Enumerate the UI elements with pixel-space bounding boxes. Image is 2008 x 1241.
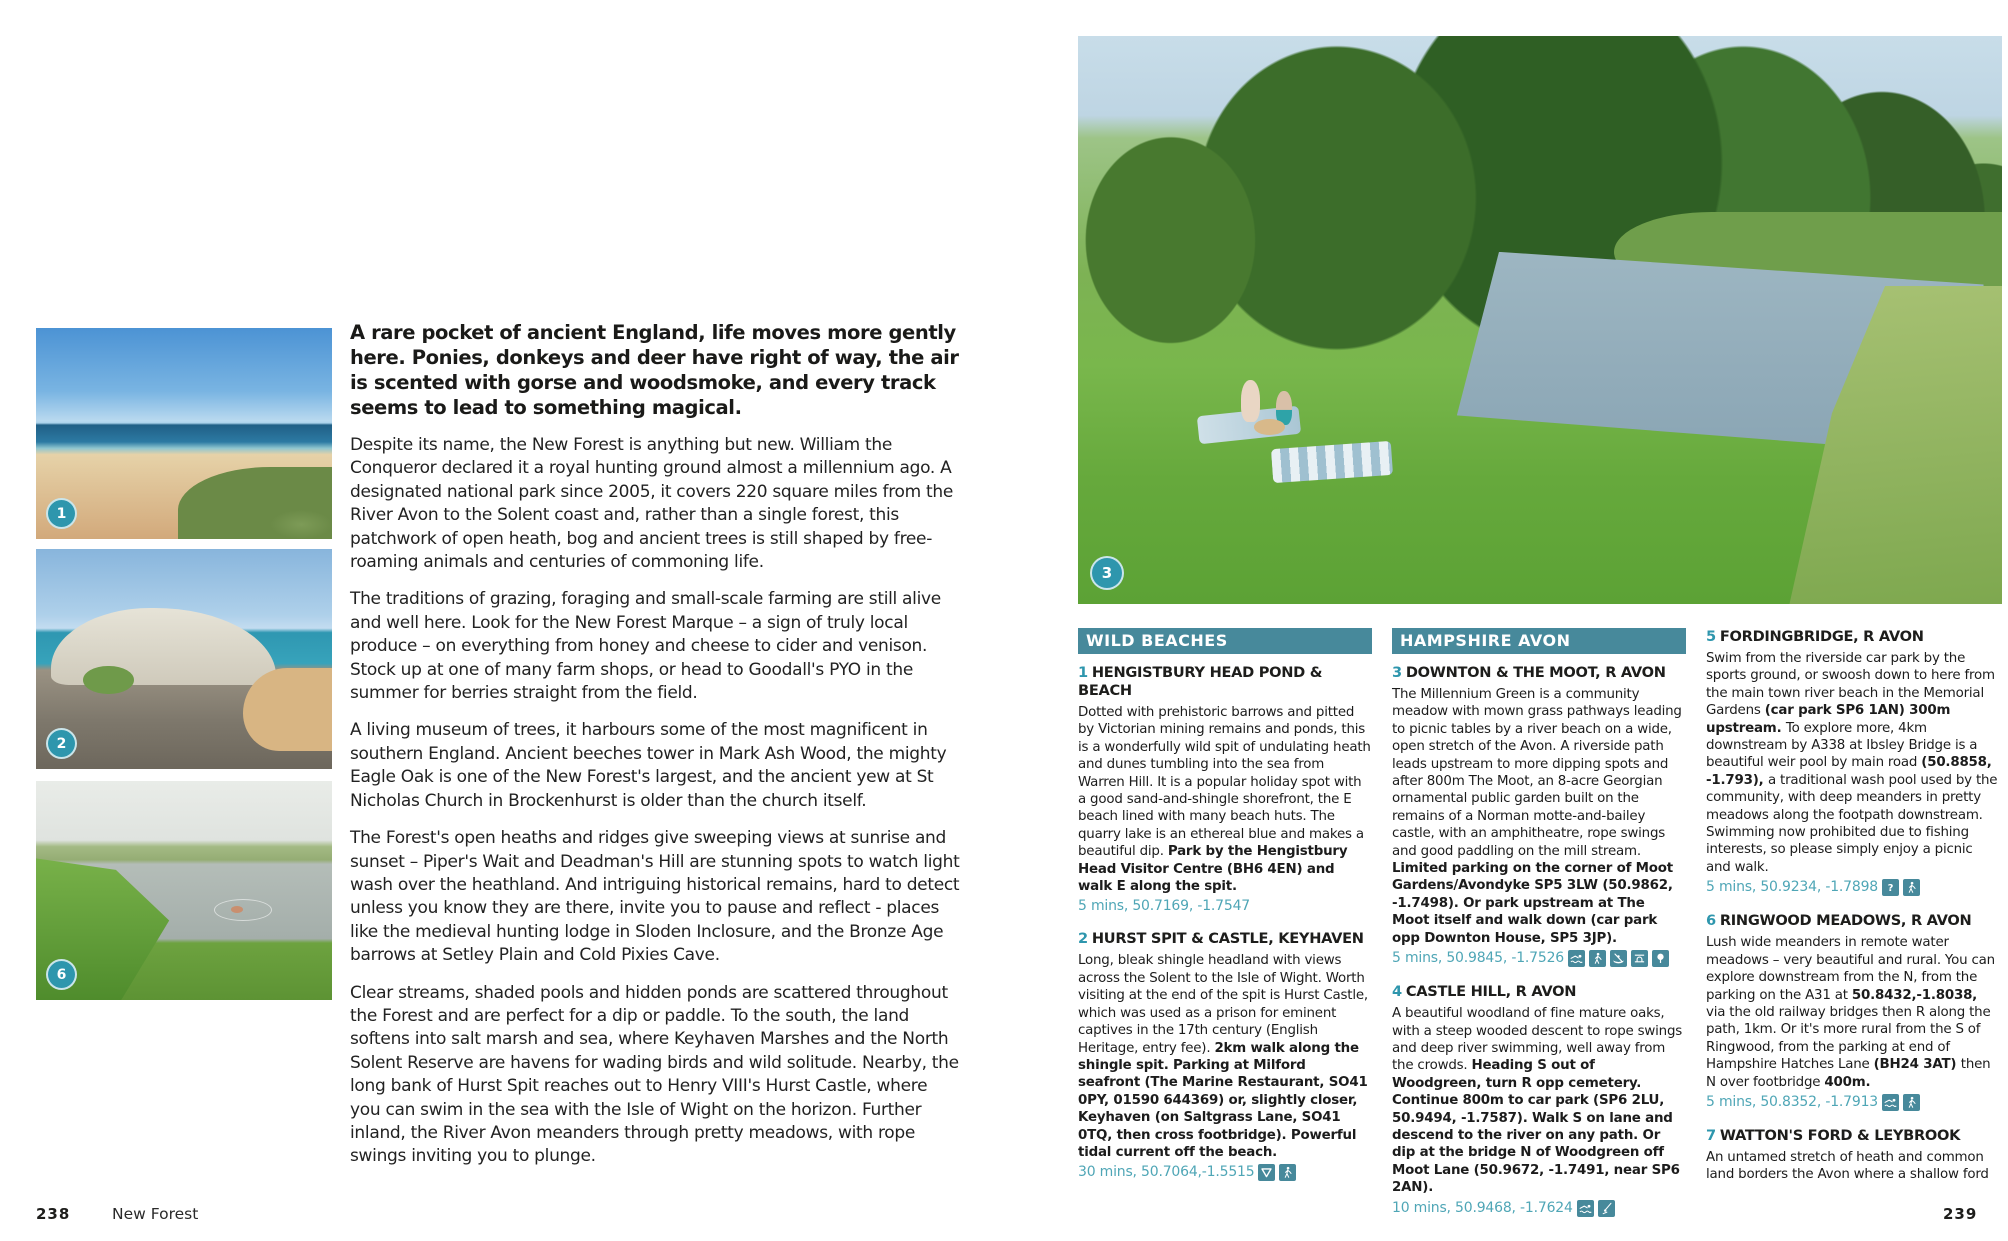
entry-body: Long, bleak shingle headland with views across the Solent to the Isle of Wight. Worth visiting at the end of the spit is Hurst Castle, which was used as a prison for eminent captives in the 17th century (English Heritage, entry fee). 2km walk along the shingle spit. Parking at Milford seafront (The Marine Restaurant, SO41 0PY, 01590 644369) or, slightly closer, Keyhaven (on Saltgrass Lane, SO41 0TQ, then cross footbridge). Powerful tidal current off the beach.	[1078, 953, 1368, 1160]
swimmer	[231, 906, 243, 913]
beach-sand	[243, 668, 332, 752]
entry-stats-text: 10 mins, 50.9468, -1.7624	[1392, 1199, 1573, 1216]
entry-stats	[1078, 898, 1372, 914]
entry-icons	[1878, 1094, 1920, 1110]
listing-entry	[1706, 912, 2000, 1111]
entry-body: An untamed stretch of heath and common land borders the Avon where a shallow ford	[1706, 1149, 1989, 1183]
photo-number-badge: 2	[46, 728, 77, 759]
person	[1241, 380, 1260, 423]
entry-title: FORDINGBRIDGE, R AVON	[1719, 628, 1924, 645]
walk-icon	[1279, 1164, 1296, 1181]
entry-number: 6	[1706, 912, 1716, 930]
intro-paragraph: The Forest's open heaths and ridges give sweeping views at sunrise and sunset – Piper's Wait and Deadman's Hill are stunning spots to watch light wash over the heathland. And intriguing historical remains, hard to detect unless you know they are there, invite you to pause and reflect - places like the medieval hunting lodge in Sloden Inclosure, and the Bronze Age barrows at Setley Plain and Cold Pixies Cave.	[350, 828, 960, 966]
hampshire-avon-column	[1392, 628, 1686, 1233]
swim-icon	[1568, 950, 1585, 967]
intro-paragraph: A living museum of trees, it harbours some of the most magnificent in southern England. Ancient beeches tower in Mark Ash Wood, the mighty Eagle Oak is one of the New Forest's largest, and the ancient yew at St Nicholas Church in Brockenhurst is older than the church itself.	[350, 720, 947, 811]
chapter-title: New Forest	[112, 1205, 199, 1223]
listing-entry	[1706, 1127, 2000, 1184]
section-header-hampshire-avon: HAMPSHIRE AVON	[1392, 628, 1686, 654]
listing-entry	[1706, 628, 2000, 896]
grass-tuft	[83, 666, 133, 695]
entry-icons	[1573, 1200, 1615, 1216]
intro-text-column	[350, 320, 962, 1183]
section-header-wild-beaches: WILD BEACHES	[1078, 628, 1372, 654]
entry-body: The Millennium Green is a community meadow with mown grass pathways leading to picnic tables by a river beach on a wide, open stretch of the Avon. A riverside path leads upstream to more dipping spots and after 800m The Moot, an 8-acre Georgian ornamental public garden built on the remains of a Norman motte-and-bailey castle, with an amphitheatre, rope swings and good paddling on the mill stream. Limited parking on the corner of Moot Gardens/Avondyke SP5 3LW (50.9862, -1.7498). Or park upstream at The Moot itself and walk down (car park opp Downton House, SP5 3JP).	[1392, 687, 1682, 946]
intro-paragraph: Clear streams, shaded pools and hidden ponds are scattered throughout the Forest and are perfect for a dip or paddle. To the south, the land softens into salt marsh and sea, where Keyhaven Marshes and the North Solent Reserve are havens for wading birds and wild solitude. Nearby, the long bank of Hurst Spit reaches out to Henry VIII's Hurst Castle, where you can swim in the sea with the Isle of Wight on the horizon. Further inland, the River Avon meanders through pretty meadows, with rope swings inviting you to plunge.	[350, 982, 959, 1167]
swim-icon	[1882, 1094, 1899, 1111]
photo-number-badge: 1	[46, 498, 77, 529]
photo-river-swimmer	[36, 781, 332, 1000]
lead-paragraph: A rare pocket of ancient England, life moves more gently here. Ponies, donkeys and deer have right of way, the air is scented with gorse and woodsmoke, and every track seems to lead to something magical.	[350, 321, 959, 419]
entry-body: Lush wide meanders in remote water meadows – very beautiful and rural. You can explore downstream from the N, from the parking on the A31 at 50.8432,-1.8038, via the old railway bridges then R along the path, 1km. Or it's more rural from the S of Ringwood, from the parking at end of Hampshire Hatches Lane (BH24 3AT) then N over footbridge 400m.	[1706, 935, 1995, 1090]
page-number: 239	[1943, 1205, 1978, 1223]
walk-icon	[1903, 1094, 1920, 1111]
rope-swing-icon	[1598, 1200, 1615, 1217]
question-icon	[1882, 879, 1899, 896]
entry-number: 4	[1392, 983, 1402, 1001]
wild-beaches-column	[1078, 628, 1372, 1197]
entry-number: 5	[1706, 628, 1716, 645]
entry-stats-text: 5 mins, 50.9845, -1.7526	[1392, 950, 1564, 967]
entry-stats-text: 5 mins, 50.9234, -1.7898	[1706, 879, 1878, 896]
entry-body: Dotted with prehistoric barrows and pitted by Victorian mining remains and ponds, this is a wonderfully wild spit of undulating heath and dunes tumbling into the sea from Warren Hill. It is a popular holiday spot with a good sand-and-shingle shorefront, the E beach lined with many beach huts. The quarry lake is an ethereal blue and makes a beautiful dip. Park by the Hengistbury Head Visitor Centre (BH6 4EN) and walk E along the spit.	[1078, 705, 1371, 895]
listing-entry	[1078, 664, 1372, 914]
intro-paragraph: Despite its name, the New Forest is anything but new. William the Conqueror declared it a royal hunting ground almost a millennium ago. A designated national park since 2005, it covers 220 square miles from the River Avon to the Solent coast and, rather than a single forest, this patchwork of open heath, bog and ancient trees is still shaped by free-roaming animals and centuries of commoning life.	[350, 435, 953, 573]
entry-stats	[1392, 1200, 1686, 1217]
photo-hurst-castle	[36, 549, 332, 769]
entry-title: HURST SPIT & CASTLE, KEYHAVEN	[1091, 930, 1364, 948]
dune-grass	[178, 467, 332, 539]
hazard-icon	[1258, 1164, 1275, 1181]
page-footer-left	[36, 1205, 199, 1223]
entry-body: Swim from the riverside car park by the sports ground, or swoosh down to here from the main town river beach in the Memorial Gardens (car park SP6 1AN) 300m upstream. To explore more, 4km downstream by A338 at Ibsley Bridge is a beautiful weir pool by main road (50.8858, -1.793), a traditional wash pool used by the community, with deep meanders in pretty meadows along the footpath downstream. Swimming now prohibited due to fishing interests, so please simply enjoy a picnic and walk.	[1706, 651, 1998, 875]
entry-title: CASTLE HILL, R AVON	[1405, 983, 1577, 1001]
entry-stats-text: 30 mins, 50.7064,-1.5515	[1078, 1164, 1255, 1181]
entry-number: 3	[1392, 664, 1402, 681]
entry-number: 2	[1078, 930, 1088, 948]
tree-icon	[1652, 950, 1669, 967]
walk-icon	[1589, 950, 1606, 967]
entry-title: HENGISTBURY HEAD POND & BEACH	[1078, 664, 1323, 699]
entry-icons	[1564, 950, 1669, 966]
entry-stats	[1706, 1094, 2000, 1111]
picnic-blanket	[1271, 441, 1393, 483]
hampshire-avon-continued-column	[1706, 628, 2000, 1200]
entry-number: 7	[1706, 1126, 1716, 1144]
page-number: 238	[36, 1205, 71, 1223]
entry-stats	[1392, 950, 1686, 967]
entry-title: DOWNTON & THE MOOT, R AVON	[1405, 664, 1666, 681]
listing-entry	[1392, 983, 1686, 1216]
canoe-icon	[1610, 950, 1627, 967]
entry-stats	[1706, 879, 2000, 896]
svg-text:?: ?	[1887, 883, 1894, 895]
intro-paragraph: The traditions of grazing, foraging and small-scale farming are still alive and well here. Look for the New Forest Marque – a sign of truly local produce – on everything from honey and cheese to cider and venison. Stock up at one of many farm shops, or head to Goodall's PYO in the summer for berries straight from the field.	[350, 589, 941, 704]
entry-stats-text: 5 mins, 50.8352, -1.7913	[1706, 1093, 1878, 1110]
entry-title: WATTON'S FORD & LEYBROOK	[1719, 1126, 1961, 1144]
photo-number-badge: 3	[1090, 556, 1124, 590]
entry-number: 1	[1078, 664, 1088, 681]
photo-riverside-picnic	[1078, 36, 2002, 604]
ruins-icon	[1631, 950, 1648, 967]
listing-entry	[1078, 930, 1372, 1181]
entry-icons	[1254, 1164, 1296, 1180]
entry-icons	[1878, 879, 1920, 895]
walk-icon	[1903, 879, 1920, 896]
page-footer-right	[1943, 1205, 1977, 1223]
swim-icon	[1577, 1200, 1594, 1217]
photo-hengistbury-beach	[36, 328, 332, 539]
entry-stats	[1078, 1164, 1372, 1181]
listing-entry	[1392, 664, 1686, 967]
entry-stats-text: 5 mins, 50.7169, -1.7547	[1078, 898, 1250, 915]
entry-title: RINGWOOD MEADOWS, R AVON	[1719, 912, 1972, 930]
entry-body: A beautiful woodland of fine mature oaks, with a steep wooded descent to rope swings and deep river swimming, well away from the crowds. Heading S out of Woodgreen, turn R opp cemetery. Continue 800m to car park (SP6 2LU, 50.9494, -1.7587). Walk S on lane and descend to the river on any path. Or dip at the bridge N of Woodgreen off Moot Lane (50.9672, -1.7491, near SP6 2AN).	[1392, 1006, 1683, 1196]
photo-number-badge: 6	[46, 959, 77, 990]
